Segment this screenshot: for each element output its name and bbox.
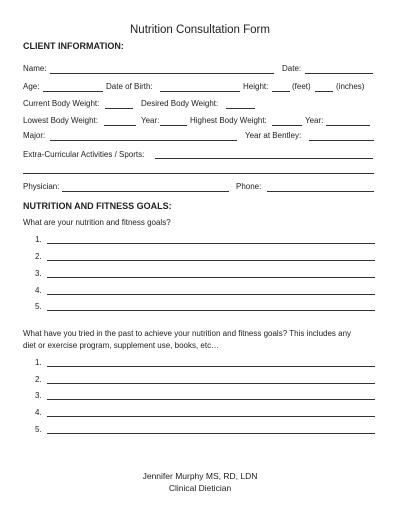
date-field[interactable]	[305, 73, 373, 74]
goal-line-5[interactable]	[47, 310, 375, 311]
desired-weight-field[interactable]	[226, 108, 255, 109]
dob-field[interactable]	[160, 91, 240, 92]
attempt-line-5[interactable]	[47, 433, 375, 434]
current-weight-label: Current Body Weight:	[23, 99, 100, 108]
dob-label: Date of Birth:	[106, 82, 153, 91]
year-at-bentley-field[interactable]	[309, 140, 374, 141]
activities-label: Extra-Curricular Activities / Sports:	[23, 150, 145, 159]
highest-weight-field[interactable]	[272, 125, 302, 126]
current-weight-field[interactable]	[105, 108, 133, 109]
lowest-year-label: Year:	[141, 116, 160, 125]
attempt-number: 3.	[35, 391, 42, 400]
goal-line-3[interactable]	[47, 277, 375, 278]
phone-field[interactable]	[267, 191, 374, 192]
year-at-bentley-label: Year at Bentley:	[245, 131, 302, 140]
client-information-heading: CLIENT INFORMATION:	[23, 41, 124, 51]
goal-number: 3.	[35, 269, 42, 278]
goal-line-2[interactable]	[47, 260, 375, 261]
goal-line-1[interactable]	[47, 243, 375, 244]
highest-year-field[interactable]	[326, 125, 370, 126]
attempt-number: 2.	[35, 375, 42, 384]
past-attempts-question-line-1: What have you tried in the past to achieve your nutrition and fitness goals? This includes any	[23, 329, 352, 338]
attempt-line-4[interactable]	[47, 416, 375, 417]
desired-weight-label: Desired Body Weight:	[141, 99, 219, 108]
feet-label: (feet)	[292, 82, 311, 91]
attempt-number: 5.	[35, 425, 42, 434]
lowest-year-field[interactable]	[160, 125, 187, 126]
past-attempts-question-line-2: diet or exercise program, supplement use, books, etc…	[23, 341, 220, 350]
activities-field-line-2[interactable]	[23, 173, 374, 174]
goals-heading: NUTRITION AND FITNESS GOALS:	[23, 201, 172, 211]
goal-number: 2.	[35, 252, 42, 261]
age-label: Age:	[23, 82, 40, 91]
attempt-line-2[interactable]	[47, 383, 375, 384]
major-label: Major:	[23, 131, 46, 140]
highest-weight-label: Highest Body Weight:	[190, 116, 267, 125]
height-label: Height:	[243, 82, 269, 91]
goal-number: 4.	[35, 286, 42, 295]
goal-number: 1.	[35, 235, 42, 244]
attempt-number: 4.	[35, 408, 42, 417]
dietician-name: Jennifer Murphy MS, RD, LDN	[142, 471, 258, 481]
physician-field[interactable]	[62, 191, 229, 192]
lowest-weight-label: Lowest Body Weight:	[23, 116, 99, 125]
goal-line-4[interactable]	[47, 294, 375, 295]
major-field[interactable]	[50, 140, 237, 141]
attempt-number: 1.	[35, 358, 42, 367]
form-title: Nutrition Consultation Form	[130, 24, 270, 36]
dietician-title: Clinical Dietician	[168, 483, 232, 493]
lowest-weight-field[interactable]	[104, 125, 136, 126]
date-label: Date:	[282, 64, 302, 73]
physician-label: Physician:	[23, 182, 60, 191]
name-field[interactable]	[50, 73, 274, 74]
goals-question: What are your nutrition and fitness goals?	[23, 218, 171, 227]
attempt-line-3[interactable]	[47, 399, 375, 400]
activities-field[interactable]	[155, 158, 373, 159]
height-inches-field[interactable]	[315, 91, 333, 92]
age-field[interactable]	[43, 91, 103, 92]
name-label: Name:	[23, 64, 47, 73]
phone-label: Phone:	[236, 182, 262, 191]
attempt-line-1[interactable]	[47, 366, 375, 367]
height-feet-field[interactable]	[272, 91, 290, 92]
inches-label: (inches)	[336, 82, 365, 91]
highest-year-label: Year:	[305, 116, 324, 125]
goal-number: 5.	[35, 302, 42, 311]
